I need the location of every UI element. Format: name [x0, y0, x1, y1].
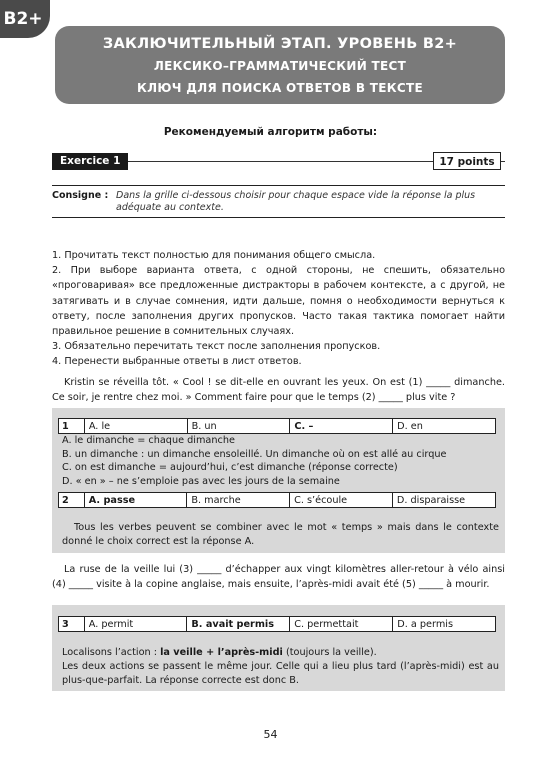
page-header — [55, 26, 505, 104]
step-item: 2. При выборе варианта ответа, с одной стороны, не спешить, обязательно «проговаривая» все предложенные дистракторы в рабочем контексте, а с другой, не затягивать и в случае сомнения, идти дальше, помня о необходимости вернуться к ответу, после заполнения других пропусков. Часто такая тактика помогает найти правильное решение в сомнительных случаях. — [52, 265, 505, 338]
level-badge: B2+ — [0, 0, 50, 38]
option-d: D. disparaisse — [392, 493, 495, 508]
q1-explanations — [62, 434, 499, 488]
options-table-1 — [58, 418, 496, 434]
algorithm-steps — [52, 248, 505, 370]
option-b: B. avait permis — [187, 617, 290, 632]
list-item: B. un dimanche : un dimanche ensoleillé. Un dimanche où on est allé au cirque — [62, 448, 447, 460]
algorithm-title: Рекомендуемый алгоритм работы: — [163, 126, 378, 138]
list-item: D. « en » – ne s’emploie pas avec les jours de la semaine — [62, 475, 340, 487]
table-row — [59, 493, 496, 508]
option-a: A. passe — [84, 493, 187, 508]
q2-note: Tous les verbes peuvent se combiner avec le mot « temps » mais dans le contexte donné le choix correct est la réponse A. — [62, 522, 499, 547]
option-d: D. en — [393, 419, 496, 434]
option-a: A. permit — [84, 617, 187, 632]
exercise-label: Exercice 1 — [52, 153, 128, 170]
options-table-2 — [58, 492, 496, 508]
option-b: B. marche — [187, 493, 290, 508]
consigne-block — [52, 185, 505, 218]
question-number: 1 — [59, 419, 85, 434]
option-c: C. s’écoule — [290, 493, 393, 508]
table-row — [59, 617, 496, 632]
question-number: 2 — [59, 493, 85, 508]
q3-note: Localisons l’action : la veille + l’après-midi (toujours la veille). Les deux actions se passent le même jour. Celle qui a lieu plus tard (l’après-midi) est au plus-que-parfait. La réponse correcte est donc B. — [62, 647, 499, 686]
consigne-label: Consigne : — [52, 190, 109, 201]
header-title: ЗАКЛЮЧИТЕЛЬНЫЙ ЭТАП. УРОВЕНЬ B2+ — [102, 36, 458, 52]
question-number: 3 — [59, 617, 85, 632]
header-subtitle: ЛЕКСИКО–ГРАММАТИЧЕСКИЙ ТЕСТ — [153, 59, 407, 73]
page-number: 54 — [263, 728, 278, 741]
points-box: 17 points — [433, 152, 501, 170]
text-passage-1: Kristin se réveilla tôt. « Cool ! se dit-elle en ouvrant les yeux. On est (1) _____ dimanche. Ce soir, je rentre chez moi. » Comment faire pour que le temps (2) _____ plus vite ? — [52, 377, 505, 403]
step-item: 4. Перенести выбранные ответы в лист ответов. — [52, 356, 302, 368]
consigne-text: Dans la grille ci-dessous choisir pour chaque espace vide la réponse la plus adéquate au contexte. — [116, 190, 476, 213]
table-row — [59, 419, 496, 434]
step-item: 1. Прочитать текст полностью для понимания общего смысла. — [52, 250, 376, 261]
option-d: D. a permis — [393, 617, 496, 632]
option-b: B. un — [187, 419, 290, 434]
option-c: C. permettait — [290, 617, 393, 632]
list-item: A. le dimanche = chaque dimanche — [62, 435, 235, 446]
options-table-3 — [58, 616, 496, 632]
list-item: C. on est dimanche = aujourd’hui, c’est dimanche (réponse correcte) — [62, 462, 398, 474]
text-passage-2: La ruse de la veille lui (3) _____ d’échapper aux vingt kilomètres aller-retour à vélo ainsi (4) _____ visite à la copine anglaise, mais ensuite, l’après-midi avait été (5) _____ à mourir. — [52, 564, 505, 590]
option-c: C. – — [290, 419, 393, 434]
header-subtitle-2: КЛЮЧ ДЛЯ ПОИСКА ОТВЕТОВ В ТЕКСТЕ — [137, 81, 423, 95]
step-item: 3. Обязательно перечитать текст после заполнения пропусков. — [52, 341, 381, 353]
option-a: A. le — [84, 419, 187, 434]
